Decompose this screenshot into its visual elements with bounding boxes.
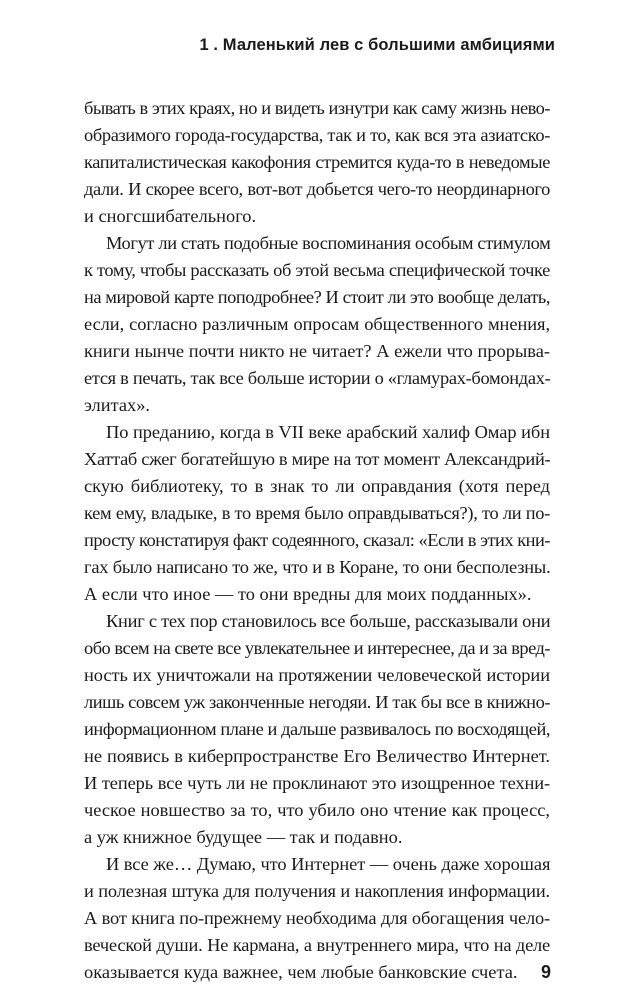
text-line: просту констатируя факт содеянного, сказал: «Если в этих кни- bbox=[84, 530, 550, 550]
text-line: лишь совсем уж законченные негодяи. И так бы все в книжно- bbox=[84, 692, 550, 712]
text-line: к тому, чтобы рассказать об этой весьма специфической точке bbox=[84, 260, 550, 280]
text-line: ческое новшество за то, что убило оно чтение как процесс, bbox=[84, 800, 550, 820]
text-line: По преданию, когда в VII веке арабский халиф Омар ибн bbox=[106, 422, 550, 442]
text-line: И все же… Думаю, что Интернет — очень даже хорошая bbox=[106, 854, 551, 874]
text-line: и сногсшибательного. bbox=[84, 206, 257, 226]
text-line: информационном плане и дальше развивалось по восходящей, bbox=[84, 719, 550, 739]
text-line: книги нынче почти никто не читает? А ежели что прорыва- bbox=[84, 341, 550, 361]
text-line: ность их уничтожали на протяжении человеческой истории bbox=[84, 665, 550, 685]
text-line: Книг с тех пор становилось все больше, рассказывали они bbox=[106, 611, 551, 631]
paragraph-4 bbox=[84, 608, 550, 851]
text-line: оказывается куда важнее, чем любые банковские счета. bbox=[84, 962, 518, 982]
text-line: скую библиотеку, то в знак то ли оправдания (хотя перед bbox=[84, 476, 550, 496]
paragraph-2 bbox=[84, 230, 550, 419]
page-number: 9 bbox=[540, 962, 551, 982]
text-line: кем ему, владыке, в то время было оправдываться?), то ли по- bbox=[84, 503, 550, 523]
text-line: веческой души. Не кармана, а внутреннего мира, что на деле bbox=[84, 935, 550, 955]
text-line: если, согласно различным опросам общественного мнения, bbox=[84, 314, 550, 334]
text-line: ется в печать, так все больше истории о «гламурах-бомондах- bbox=[84, 368, 551, 388]
body-text bbox=[84, 95, 550, 986]
paragraph-3 bbox=[84, 419, 550, 608]
paragraph-5 bbox=[84, 851, 550, 986]
text-line: обо всем на свете все увлекательнее и интереснее, да и за вред- bbox=[84, 638, 550, 658]
text-line: образимого города-государства, так и то, как вся эта азиатско- bbox=[84, 125, 550, 145]
text-line: А вот книга по-прежнему необходима для обогащения чело- bbox=[84, 908, 550, 928]
text-line: а уж книжное будущее — так и подавно. bbox=[84, 827, 403, 847]
running-head: 1 . Маленький лев с большими амбициями bbox=[199, 36, 555, 54]
text-line: Хаттаб сжег богатейшую в мире на тот момент Александрий- bbox=[84, 449, 551, 469]
text-line: на мировой карте поподробнее? И стоит ли это вообще делать, bbox=[84, 287, 550, 307]
paragraph-1 bbox=[84, 95, 550, 230]
text-line: бывать в этих краях, но и видеть изнутри как саму жизнь нево- bbox=[84, 98, 550, 118]
text-line: дали. И скорее всего, вот-вот добьется чего-то неординарного bbox=[84, 179, 550, 199]
text-line: и полезная штука для получения и накопления информации. bbox=[84, 881, 550, 901]
text-line: элитах». bbox=[84, 395, 150, 415]
text-line: А если что иное — то они вредны для моих подданных». bbox=[84, 584, 532, 604]
text-line: не появись в киберпространстве Его Величество Интернет. bbox=[84, 746, 550, 766]
text-line: капиталистическая какофония стремится куда-то в неведомые bbox=[84, 152, 550, 172]
text-line: Могут ли стать подобные воспоминания особым стимулом bbox=[106, 233, 551, 253]
text-line: гах было написано то же, что и в Коране, то они бесполезны. bbox=[84, 557, 551, 577]
text-line: И теперь все чуть ли не проклинают это изощренное техни- bbox=[84, 773, 550, 793]
